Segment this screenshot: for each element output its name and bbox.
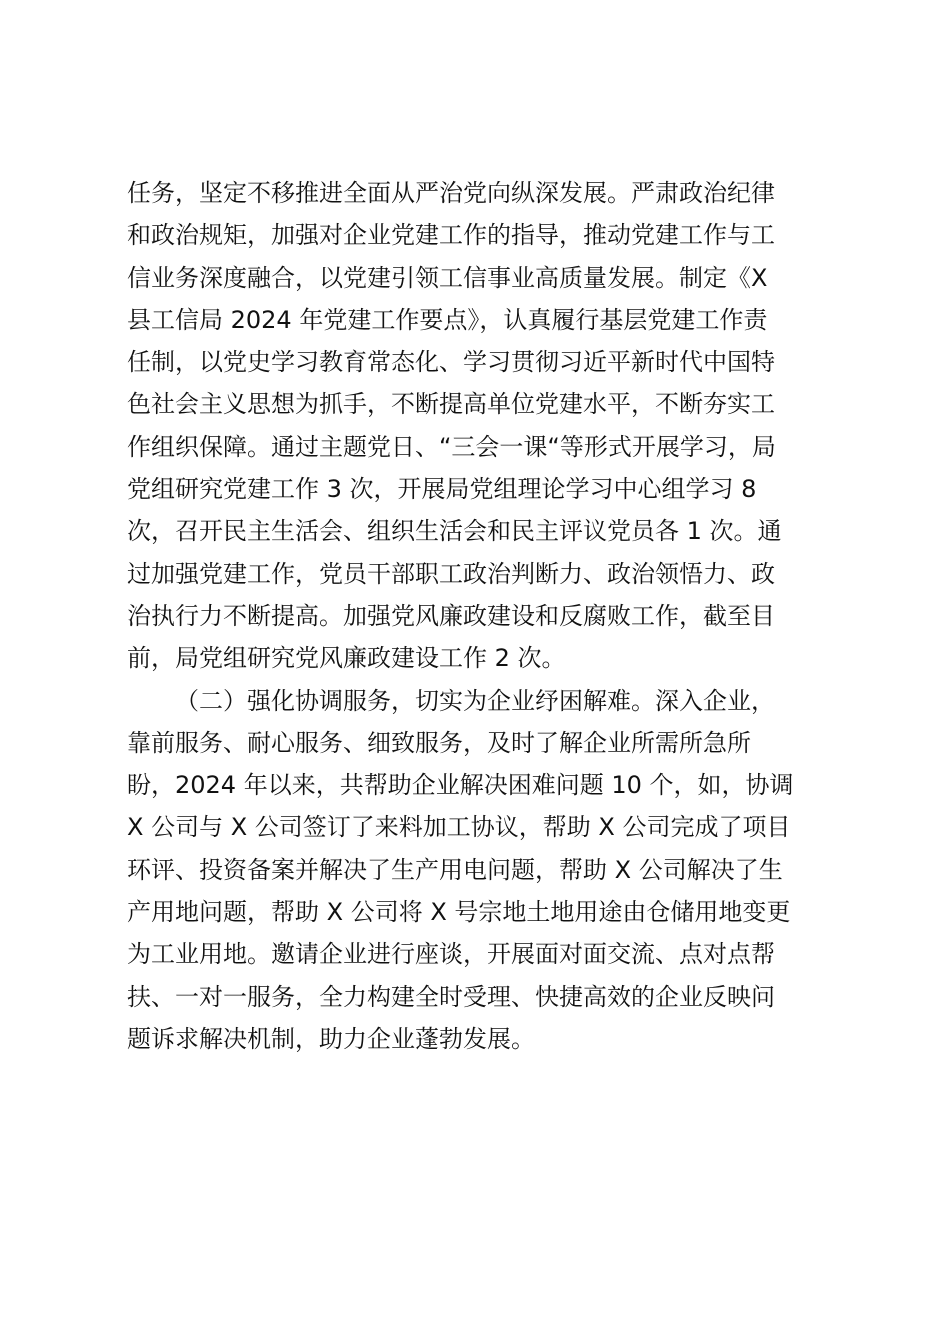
text-line: 产用地问题，帮助 X 公司将 X 号宗地土地用途由仓储用地变更 bbox=[127, 898, 791, 927]
text-line: 次，召开民主生活会、组织生活会和民主评议党员各 1 次。通 bbox=[127, 517, 782, 546]
paragraph-coordination-service bbox=[127, 680, 827, 1061]
text-line: 任务，坚定不移推进全面从严治党向纵深发展。严肃政治纪律 bbox=[127, 179, 775, 207]
document-body bbox=[127, 172, 827, 1060]
text-line: 任制，以党史学习教育常态化、学习贯彻习近平新时代中国特 bbox=[127, 348, 775, 377]
text-line: 党组研究党建工作 3 次，开展局党组理论学习中心组学习 8 bbox=[127, 475, 757, 504]
text-line: 盼，2024 年以来，共帮助企业解决困难问题 10 个，如，协调 bbox=[127, 771, 794, 800]
text-line: 色社会主义思想为抓手，不断提高单位党建水平，不断夯实工 bbox=[127, 390, 775, 419]
text-line: 环评、投资备案并解决了生产用电问题，帮助 X 公司解决了生 bbox=[127, 855, 783, 884]
text-line: 靠前服务、耐心服务、细致服务，及时了解企业所需所急所 bbox=[127, 728, 751, 757]
text-line: 过加强党建工作，党员干部职工政治判断力、政治领悟力、政 bbox=[127, 559, 775, 588]
text-line: 前，局党组研究党风廉政建设工作 2 次。 bbox=[127, 644, 566, 673]
text-line: X 公司与 X 公司签订了来料加工协议，帮助 X 公司完成了项目 bbox=[127, 813, 791, 842]
text-line: 治执行力不断提高。加强党风廉政建设和反腐败工作，截至目 bbox=[127, 601, 775, 630]
text-line: 信业务深度融合，以党建引领工信事业高质量发展。制定《X bbox=[127, 263, 768, 292]
text-line: 和政治规矩，加强对企业党建工作的指导，推动党建工作与工 bbox=[127, 221, 775, 250]
text-line: 为工业用地。邀请企业进行座谈，开展面对面交流、点对点帮 bbox=[127, 940, 775, 969]
text-line: 作组织保障。通过主题党日、“三会一课“等形式开展学习，局 bbox=[127, 432, 776, 461]
text-line: 题诉求解决机制，助力企业蓬勃发展。 bbox=[127, 1024, 535, 1053]
text-line-indented: （二）强化协调服务，切实为企业纾困解难。深入企业， bbox=[175, 686, 775, 715]
text-line: 扶、一对一服务，全力构建全时受理、快捷高效的企业反映问 bbox=[127, 982, 775, 1011]
text-line: 县工信局 2024 年党建工作要点》，认真履行基层党建工作责 bbox=[127, 305, 768, 334]
paragraph-party-building bbox=[127, 172, 827, 680]
